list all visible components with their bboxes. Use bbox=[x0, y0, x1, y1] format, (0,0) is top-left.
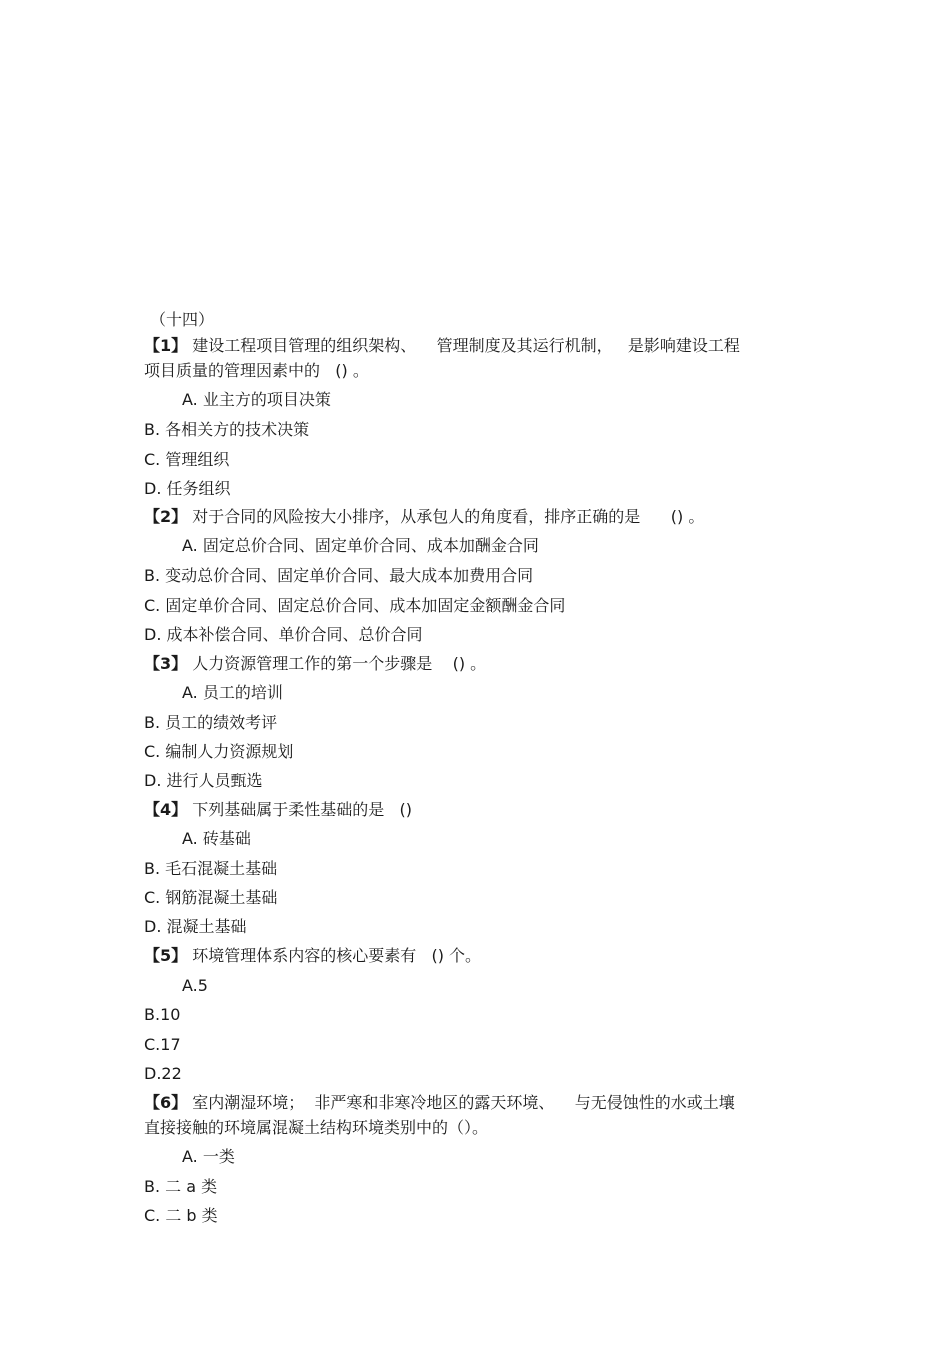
question-2-number: 【2】 bbox=[144, 507, 188, 526]
question-3-option-d: D. 进行人员甄选 bbox=[144, 771, 263, 790]
question-3-option-a: A. 员工的培训 bbox=[182, 683, 283, 702]
question-4-stem bbox=[144, 799, 814, 821]
question-1-stem-line2: 项目质量的管理因素中的 () 。 bbox=[144, 361, 369, 380]
question-4-stem-line1: 下列基础属于柔性基础的是 () bbox=[187, 800, 412, 819]
question-2-option-d: D. 成本补偿合同、单价合同、总价合同 bbox=[144, 625, 423, 644]
section-title: （十四） bbox=[150, 310, 215, 329]
question-2-option-a: A. 固定总价合同、固定单价合同、成本加酬金合同 bbox=[182, 536, 539, 555]
question-4-number: 【4】 bbox=[144, 800, 188, 819]
question-1-option-c: C. 管理组织 bbox=[144, 450, 230, 469]
question-4-option-a: A. 砖基础 bbox=[182, 829, 251, 848]
question-6-option-b: B. 二 a 类 bbox=[144, 1177, 218, 1196]
question-6-option-a: A. 一类 bbox=[182, 1147, 235, 1166]
question-3-option-b: B. 员工的绩效考评 bbox=[144, 713, 278, 732]
question-5-option-b: B.10 bbox=[144, 1005, 181, 1024]
question-1-option-b: B. 各相关方的技术决策 bbox=[144, 420, 310, 439]
question-2-stem-line1: 对于合同的风险按大小排序，从承包人的角度看，排序正确的是 () 。 bbox=[187, 507, 705, 526]
question-5-option-a: A.5 bbox=[182, 976, 208, 995]
question-5-stem bbox=[144, 945, 814, 967]
question-3-stem bbox=[144, 653, 814, 675]
question-2-stem bbox=[144, 506, 814, 528]
question-1-option-a: A. 业主方的项目决策 bbox=[182, 390, 331, 409]
question-5-option-c: C.17 bbox=[144, 1035, 181, 1054]
question-2-option-b: B. 变动总价合同、固定单价合同、最大成本加费用合同 bbox=[144, 566, 534, 585]
question-1-option-d: D. 任务组织 bbox=[144, 479, 231, 498]
question-1-number: 【1】 bbox=[144, 336, 188, 355]
question-1-stem bbox=[144, 335, 814, 357]
question-4-option-d: D. 混凝土基础 bbox=[144, 917, 247, 936]
question-4-option-c: C. 钢筋混凝土基础 bbox=[144, 888, 278, 907]
question-3-stem-line1: 人力资源管理工作的第一个步骤是 () 。 bbox=[187, 654, 487, 673]
question-2-option-c: C. 固定单价合同、固定总价合同、成本加固定金额酬金合同 bbox=[144, 596, 566, 615]
question-5-number: 【5】 bbox=[144, 946, 188, 965]
question-6-stem-line2: 直接接触的环境属混凝土结构环境类别中的（）。 bbox=[144, 1118, 489, 1137]
question-6-stem bbox=[144, 1092, 814, 1114]
question-1-stem-line1: 建设工程项目管理的组织架构、 管理制度及其运行机制， 是影响建设工程 bbox=[187, 336, 740, 355]
question-4-option-b: B. 毛石混凝土基础 bbox=[144, 859, 278, 878]
question-3-number: 【3】 bbox=[144, 654, 188, 673]
question-3-option-c: C. 编制人力资源规划 bbox=[144, 742, 294, 761]
question-6-stem-line1: 室内潮湿环境； 非严寒和非寒冷地区的露天环境、 与无侵蚀性的水或土壤 bbox=[187, 1093, 735, 1112]
question-5-option-d: D.22 bbox=[144, 1064, 182, 1083]
question-6-number: 【6】 bbox=[144, 1093, 188, 1112]
question-6-option-c: C. 二 b 类 bbox=[144, 1206, 218, 1225]
question-5-stem-line1: 环境管理体系内容的核心要素有 () 个。 bbox=[187, 946, 482, 965]
